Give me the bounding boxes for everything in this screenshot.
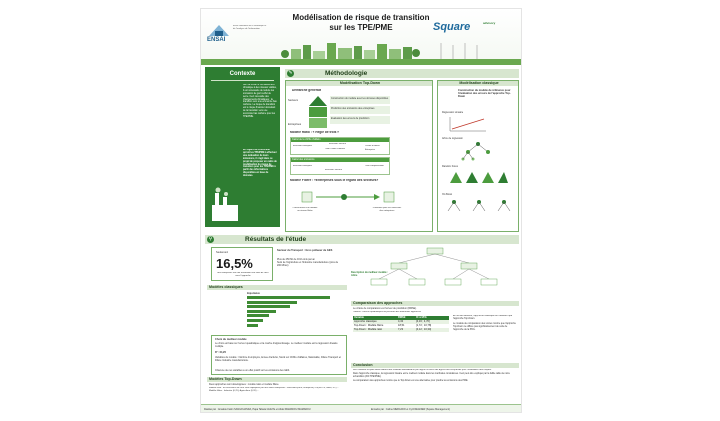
importance-bar xyxy=(247,305,290,308)
side-label-companies: Entreprises xyxy=(288,123,302,126)
comparison-block xyxy=(351,301,519,361)
header xyxy=(201,9,522,65)
city-skyline-illustration xyxy=(201,41,522,65)
ratio2-term-emission-entreprise: Emission Entreprise xyxy=(293,165,313,167)
importance-title: Importance xyxy=(247,292,260,295)
ratio-part-1 xyxy=(290,137,390,155)
context-paragraph-1: Afin de limiter le réchauffement climatique à des niveaux viables, il est nécessaire de réduire les émissions de gaz à effet de serre. Ceci nécessite des changements climatiques : la transition vers une économie bas carbone. Le risque de transition est le risque financier découlant de la transition vers une économie bas carbone pour les TPE/PME. xyxy=(243,84,277,118)
r2-line: R² : 64,2% xyxy=(215,351,227,354)
best-model-title: Choix du meilleur modèle xyxy=(215,338,247,341)
stat-caption: des entreprises ont une estimation non nulle de GES avec l'approche xyxy=(217,272,269,277)
methodology-header xyxy=(285,69,519,78)
table-cell: [4,12 ; 10,34] xyxy=(416,328,432,331)
methodology-title: Méthodologie xyxy=(325,70,368,77)
sector-bullet-2: Suivi de l'Agriculture et l'Industrie manufacturière (près de 200 Mt/an) xyxy=(277,261,339,267)
comparison-intro: Le critère de comparaison est l'erreur de prédiction (RMSE). xyxy=(353,307,417,310)
table-caption: Tableau : Erreurs quadratiques de prévision des différentes approches xyxy=(353,311,422,313)
conclusion-item-2: Dans l'approche classique, la régression linéaire est le meilleur modèle dans les méthodes considérées. Ceci peut être expliqué par la faible taille de notre échantillon (200 TPE/PME). xyxy=(353,372,510,378)
tree-caption: Description du meilleur modèle : Arbre xyxy=(351,271,389,277)
topdown-panel xyxy=(285,80,433,232)
classic-models-title: Modèles classiques xyxy=(207,285,347,290)
footer-authors: Réalisé par : Amadou Fatim SANGOUANDA, Papa Tabara GUEYE et Abdel MAMADOU MAMADOU xyxy=(204,408,311,411)
ratio-part-2-label: Calcul des émissions xyxy=(291,158,389,162)
square-logo: Square xyxy=(433,21,471,33)
table-row xyxy=(353,328,449,332)
comparison-title: Comparaison des approches xyxy=(351,301,519,306)
context-divider xyxy=(211,80,274,81)
ensai-logo-text: ENSAI xyxy=(207,37,226,43)
table-cell: [1,72 ; 10,78] xyxy=(416,324,432,327)
table-cell: [4,16 ; 4,70] xyxy=(416,320,430,323)
step-2: Prédiction des émissions des entreprises xyxy=(330,106,390,114)
comparison-note-1: En termes absolus, l'approche classique est meilleure que l'approche Top-Down. xyxy=(453,315,513,320)
ratio-term-emission-entreprise: Emission Entreprise xyxy=(293,145,313,147)
sector-text: Secteur du Transport : Gros pollueur de GES xyxy=(277,249,333,252)
conclusion-block xyxy=(351,363,519,401)
topdown-models-title: Modèles Top-Down xyxy=(207,377,347,382)
general-approach-title: Démarche générale xyxy=(292,89,322,92)
results-header xyxy=(205,235,519,244)
stat-value: 16,5% xyxy=(216,256,253,271)
sector-bullets xyxy=(277,258,341,267)
footer-supervisors: Encadré par : Céline MERCADO et Cyril REGNIER (Square Management) xyxy=(371,408,450,411)
ratio-part-2 xyxy=(290,157,390,175)
pyramid-diagram xyxy=(308,95,328,129)
table-cell: Top-Down : Modèle ratio xyxy=(354,328,383,331)
best-model-text: Le choix est basé sur l'erreur quadratique et la courbe d'apprentissage. Le meilleur modèle est la régression linéaire multiple. xyxy=(215,342,338,348)
importance-bar xyxy=(247,324,258,327)
table-cell: 4,43 xyxy=(398,320,404,323)
stat-label: Seulement xyxy=(216,251,229,254)
xgboost-icon xyxy=(444,199,514,219)
importance-bar xyxy=(247,310,276,313)
importance-bar-chart xyxy=(247,296,342,330)
context-paragraph-2: En regard de la difficulté qu'ont les TPE/PME à effectuer une évaluation de leurs émissions, il s'agit dans ce projet de proposer un cadre de modélisation du risque de transition pour les TPE/PME à partir des informations disponibles en base de données. xyxy=(243,149,277,178)
table-cell: Approche classique xyxy=(354,320,377,323)
classic-title: Modélisation classique xyxy=(438,81,518,86)
comparison-table xyxy=(353,316,449,332)
conclusion-list xyxy=(353,369,517,383)
classic-model-forest: Random Forest xyxy=(442,165,459,168)
table-cell: 7,23 xyxy=(398,328,404,331)
linear-regression-chart xyxy=(448,115,488,133)
table-cell: 18,51 xyxy=(398,324,405,327)
side-label-sectors: Secteurs xyxy=(288,99,299,102)
ratio2-term-emission-secteur: Emission Secteur xyxy=(325,169,343,171)
ratio-term-ca-entreprise: Chiffre d'affaire Entreprise xyxy=(365,145,380,151)
table-header-variable: Variable xyxy=(354,316,364,319)
classic-intro: Construction du modèle de référence pour l'évaluation des erreurs de l'approche Top-Down xyxy=(458,89,511,99)
topdown-models-block xyxy=(207,377,347,399)
ratio-model-title: Modèle Ratio : « Règle de trois » xyxy=(290,131,340,134)
sector-bullet-1: Plus de 250 Mt de CO2 émis par an xyxy=(277,258,316,261)
ratio-term-emission-secteur: Emission Secteur xyxy=(329,143,347,145)
footer xyxy=(201,404,522,413)
filiere-label-2: Prédiction pour les émissions des entreprises xyxy=(372,207,402,212)
topdown-title: Modélisation Top-Down xyxy=(286,81,432,86)
importance-bar xyxy=(247,296,330,299)
classic-model-linear: Régression Linéaire xyxy=(442,111,464,114)
methodology-icon: ✎ xyxy=(288,70,293,76)
positive-effect-text: Chacune de ces variables a un effet positif sur les émissions des GES. xyxy=(215,369,290,372)
conclusion-title: Conclusion xyxy=(351,363,519,368)
table-header-rmse: RMSE xyxy=(398,316,406,319)
classic-panel xyxy=(437,80,519,232)
conclusion-item-1: Les modèles simples aussi fiables des résultats satisfaisants par rapport à ceux des approches complexes pour l'évaluation des risques. xyxy=(353,369,492,371)
step-1: Construction du modèle avec les données disponibles xyxy=(330,96,390,104)
table-cell: Top-Down : Modèle filière xyxy=(354,324,384,327)
classic-model-tree: Arbre de régression xyxy=(442,137,463,140)
comparison-note-2: Le modèle de comparaison des scores montre que l'approche Top-Down ne diffère pas significativement de celle de l'approche de la PDG. xyxy=(453,322,516,331)
step-3: Evaluation des erreurs de prédiction xyxy=(330,116,390,124)
ensai-subtitle: École nationale de la statistique et de l'analyse de l'information xyxy=(233,25,267,30)
filiere-flow-diagram xyxy=(296,189,406,209)
ensai-building-icon xyxy=(207,23,231,37)
factory-icon xyxy=(210,187,240,223)
conclusion-item-3: La comparaison des approches montre que le Top-Down est une alternative pour prédire les émissions des PME. xyxy=(353,379,469,382)
topdown-models-text: Deux approches sont développées : modèle ratio et modèle filière. xyxy=(209,383,280,386)
classic-model-xgboost: XG Boost xyxy=(442,193,453,196)
ratio-part-1-label: Calcul de la chiffre d'affaire xyxy=(291,138,389,142)
square-tag: advisory xyxy=(483,21,496,25)
table-header-ic: IC à 95% xyxy=(416,316,427,319)
model-variables-text: Variables du modèle : Nombre d'employés, Année d'activité, Stock sur Chiffre d'affaires, Nationalité, Filière Transport et Filière Industrie manufacturière. xyxy=(215,356,341,362)
topdown-models-detail: Modèle ratio : les émissions de GES sont expliquées par des effets entreprises : émissions(GES, entreprise) = a(sect. N, filière, NT) ... Modèle filière : Industrie (0,70), Agriculture (0,26) ... xyxy=(209,387,339,392)
stat-box xyxy=(211,247,273,281)
results-search-icon: ⚲ xyxy=(208,236,213,242)
random-forest-icon xyxy=(448,171,508,185)
comparison-notes xyxy=(453,315,517,332)
ratio-term-total-ca: Total Chiffre d'affaire xyxy=(325,148,345,150)
results-title: Résultats de l'étude xyxy=(245,236,307,243)
context-title: Contexte xyxy=(229,71,256,77)
poster xyxy=(200,8,522,413)
poster-title: Modélisation de risque de transition sur les TPE/PME xyxy=(292,13,430,32)
importance-bar xyxy=(247,301,297,304)
classic-models-block xyxy=(207,285,347,333)
context-panel xyxy=(205,67,280,227)
filiere-model-title: Modèle Filière : «Entreprises sous le regard des secteurs» xyxy=(290,179,379,182)
importance-bar xyxy=(247,314,269,317)
ratio2-term-taux: Taux compensation xyxy=(365,165,384,167)
regression-tree-icon xyxy=(458,141,498,161)
best-model-box xyxy=(211,335,347,375)
filiere-label-1: Construction d'un modèle au niveau filière xyxy=(292,207,318,212)
importance-bar xyxy=(247,319,263,322)
